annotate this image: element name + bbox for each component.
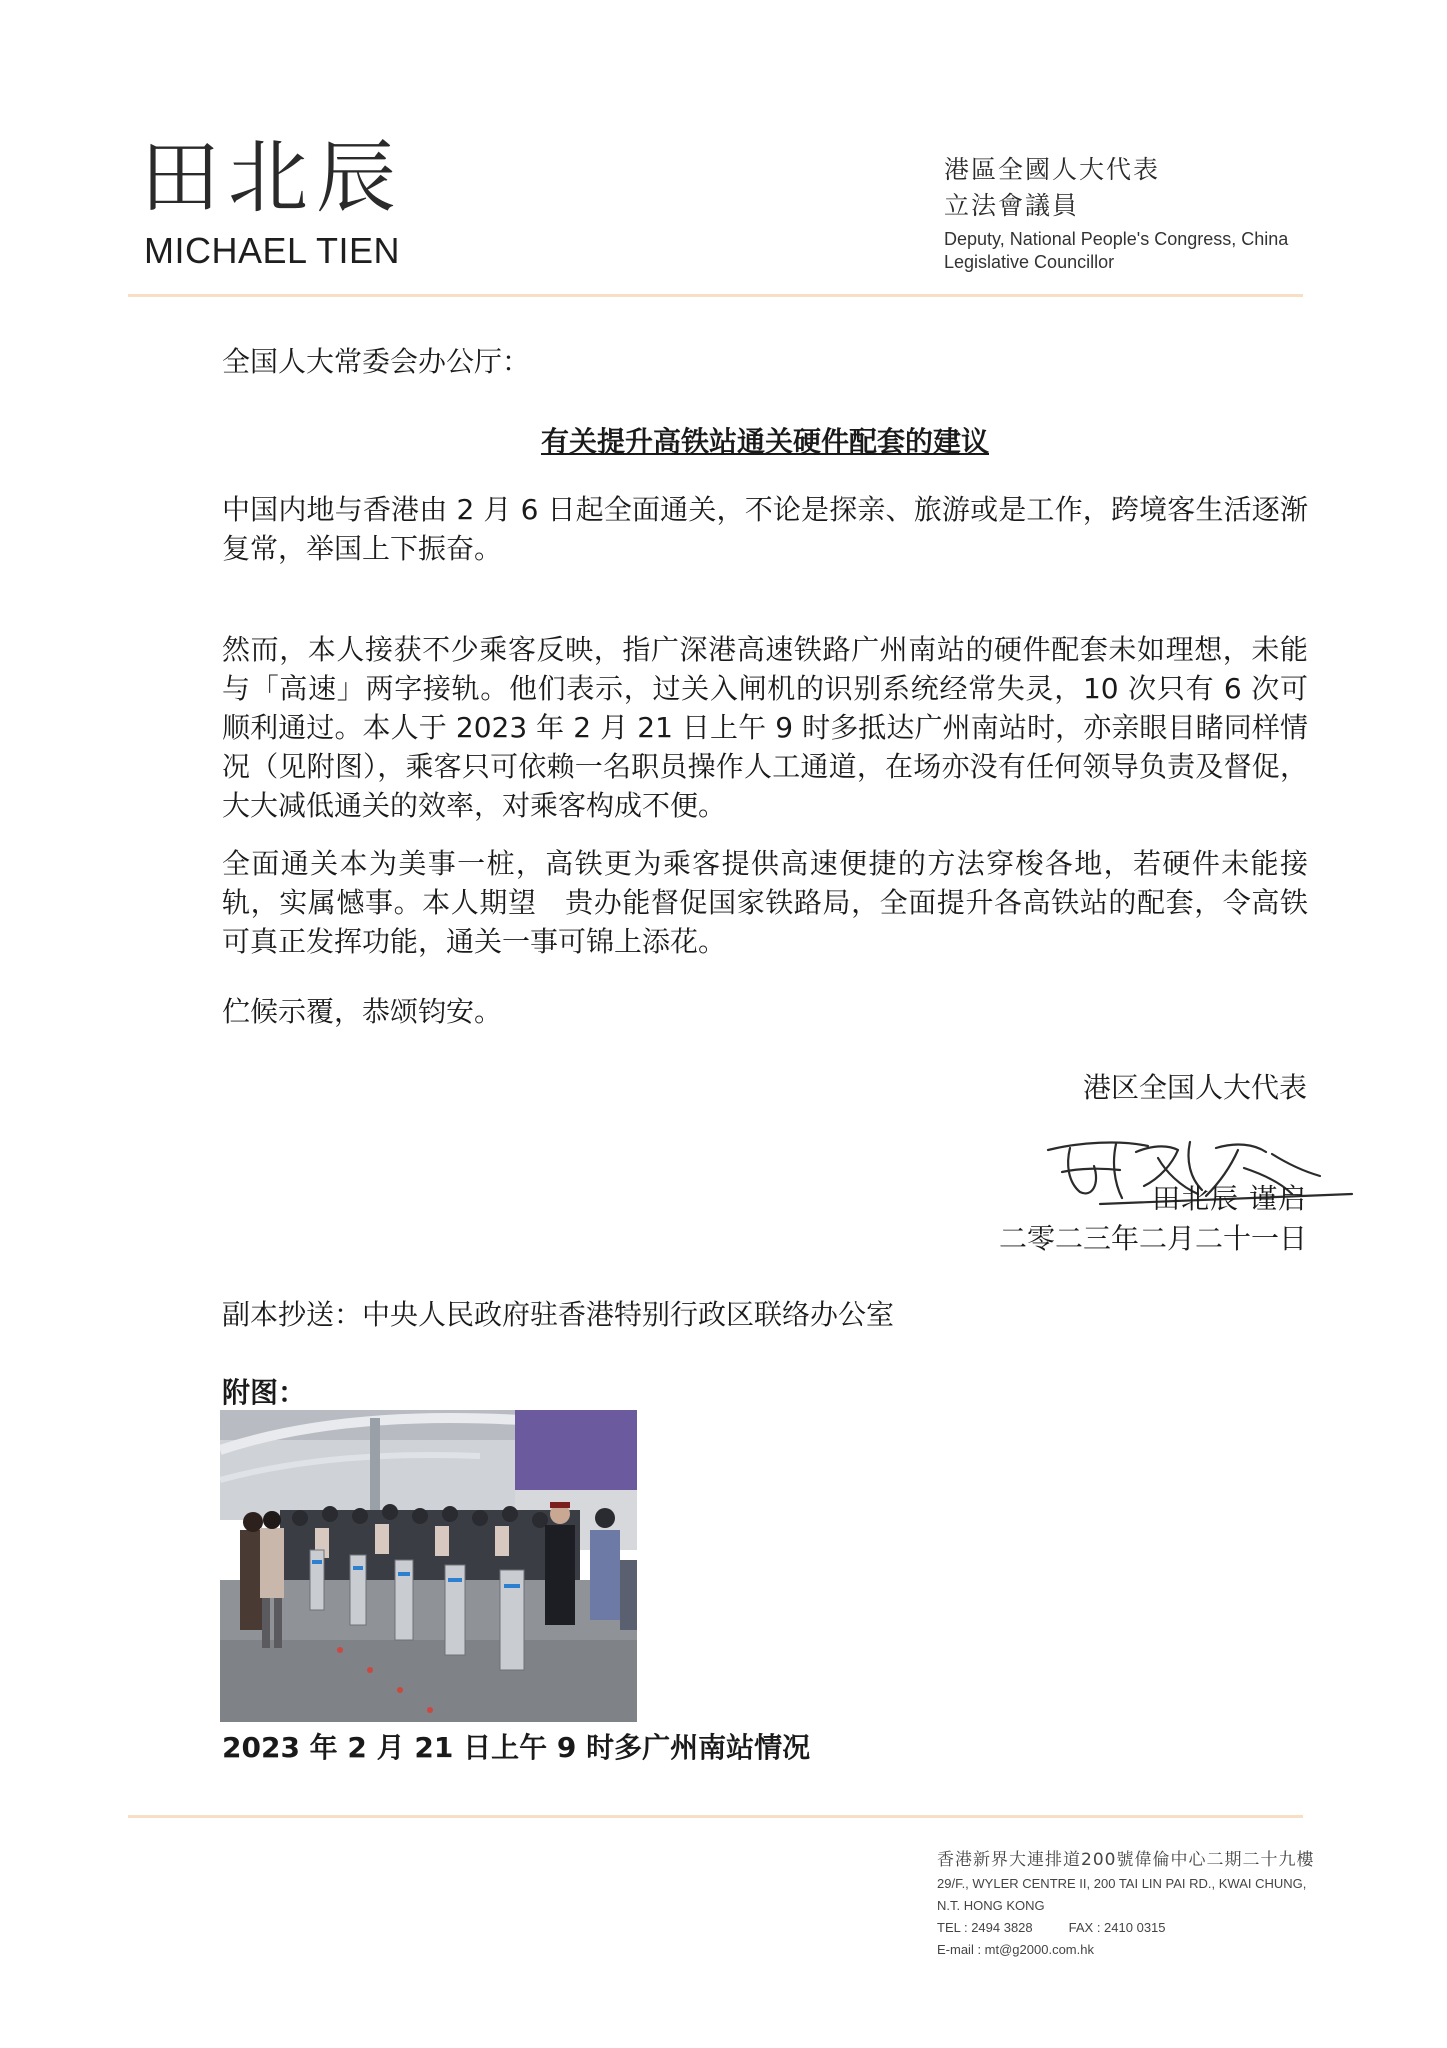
footer-phone-fax <box>937 1917 1314 1939</box>
signature-organisation: 港区全国人大代表 <box>1082 1071 1307 1104</box>
footer-email: E-mail : mt@g2000.com.hk <box>937 1942 1094 1957</box>
closing-line: 伫候示覆，恭颂钧安。 <box>222 995 503 1028</box>
footer-address-en-2: N.T. HONG KONG <box>937 1898 1045 1913</box>
footer-fax: FAX : 2410 0315 <box>1068 1920 1166 1935</box>
attachment-caption: 2023 年 2 月 21 日上午 9 时多广州南站情况 <box>222 1731 811 1764</box>
letter-subject: 有关提升高铁站通关硬件配套的建议 <box>540 425 989 458</box>
carbon-copy: 副本抄送：中央人民政府驻香港特别行政区联络办公室 <box>222 1298 895 1331</box>
letterhead-titles <box>944 152 1288 274</box>
footer-contact <box>937 1847 1314 1961</box>
title-en-deputy: Deputy, National People's Congress, China <box>944 229 1289 249</box>
salutation: 全国人大常委会办公厅： <box>222 345 531 378</box>
paragraph-2: 然而，本人接获不少乘客反映，指广深港高速铁路广州南站的硬件配套未如理想，未能与「高速」两字接轨。他们表示，过关入闸机的识别系统经常失灵，10 次只有 6 次可顺利通过。本人于 2023 年 2 月 21 日上午 9 时多抵达广州南站时，亦亲眼目睹同样情况（见附图），乘客只可依赖一名职员操作人工通道，在场亦没有任何领导负责及督促，大大减低通关的效率，对乘客构成不便。 <box>222 633 1308 822</box>
paragraph-1: 中国内地与香港由 2 月 6 日起全面通关，不论是探亲、旅游或是工作，跨境客生活逐渐复常，举国上下振奋。 <box>222 493 1308 565</box>
letterhead-name-en: MICHAEL TIEN <box>144 230 401 271</box>
footer-tel: TEL : 2494 3828 <box>937 1920 1033 1935</box>
footer-address-cn: 香港新界大連排道200號偉倫中心二期二十九樓 <box>937 1850 1315 1870</box>
header-divider <box>128 294 1303 297</box>
title-cn-councillor: 立法會議員 <box>944 191 1080 220</box>
attachment-label: 附图： <box>222 1376 307 1409</box>
title-cn-deputy: 港區全國人大代表 <box>944 155 1161 184</box>
letterhead-name-cn: 田北辰 <box>140 131 404 224</box>
signature-name: 田北辰 谨启 <box>1152 1182 1307 1215</box>
paragraph-3: 全面通关本为美事一桩，高铁更为乘客提供高速便捷的方法穿梭各地，若硬件未能接轨，实属憾事。本人期望 贵办能督促国家铁路局，全面提升各高铁站的配套，令高铁可真正发挥功能，通关一事可锦上添花。 <box>222 847 1308 958</box>
footer-divider <box>128 1815 1303 1818</box>
letter-date: 二零二三年二月二十一日 <box>998 1222 1307 1255</box>
station-gates-photo <box>220 1410 637 1722</box>
footer-address-en-1: 29/F., WYLER CENTRE II, 200 TAI LIN PAI RD., KWAI CHUNG, <box>937 1876 1307 1891</box>
title-en-councillor: Legislative Councillor <box>944 252 1115 272</box>
